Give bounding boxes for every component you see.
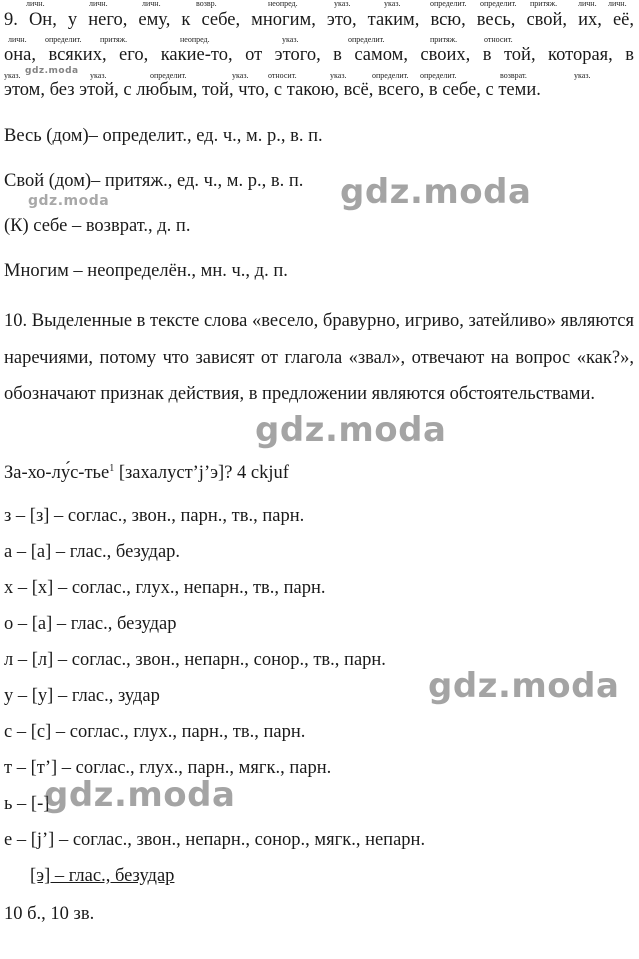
annotation: относит. — [484, 35, 513, 44]
task10-paragraph: 10. Выделенные в тексте слова «весело, бравурно, игриво, затейливо» являются наречиями, потому что зависят от глагола «звал», отвечают на вопрос «как?», обозначают признак действия, в предложении являются обстоятельствами. — [4, 311, 634, 404]
annotation: определит. — [480, 0, 517, 8]
word-transcription — [4, 458, 289, 484]
annotation: личн. — [8, 35, 27, 44]
watermark: gdz.moda — [340, 172, 532, 212]
phonetic-line: [э] – глас., безудар — [30, 866, 175, 886]
annotation: личн. — [608, 0, 627, 8]
parse-line: (К) себе – возврат., д. п. — [4, 216, 191, 236]
annotation: притяж. — [100, 35, 128, 44]
phonetic-line: е – [j’] – соглас., звон., непарн., сонор., мягк., непарн. — [4, 830, 426, 850]
annotation: личн. — [578, 0, 597, 8]
annotation: указ. — [282, 35, 299, 44]
task9-line-2: она, всяких, его, какие-то, от этого, в самом, своих, в той, которая, в — [4, 45, 634, 65]
annotation: указ. — [574, 71, 591, 80]
summary-line: 10 б., 10 зв. — [4, 904, 95, 924]
annotation: притяж. — [430, 35, 458, 44]
annotation: личн. — [89, 0, 108, 8]
phonetic-line: х – [х] – соглас., глух., непарн., тв., парн. — [4, 578, 326, 598]
phonetic-line: о – [а] – глас., безудар — [4, 614, 177, 634]
annotation: определит. — [348, 35, 385, 44]
annotation: указ. — [330, 71, 347, 80]
annotation: притяж. — [530, 0, 558, 8]
parse-line: Многим – неопределён., мн. ч., д. п. — [4, 261, 288, 281]
phonetic-line: а – [а] – глас., безудар. — [4, 542, 181, 562]
watermark: gdz.moda — [25, 66, 79, 76]
annotation: неопред. — [268, 0, 298, 8]
transcription: [захалуст’j’э]? 4 ckjuf — [118, 463, 289, 484]
phonetic-line: з – [з] – соглас., звон., парн., тв., парн. — [4, 506, 305, 526]
annotation: определит. — [150, 71, 187, 80]
phonetic-line: л – [л] – соглас., звон., непарн., сонор., тв., парн. — [4, 650, 386, 670]
annotation: неопред. — [180, 35, 210, 44]
task9-line-1: 9. Он, у него, ему, к себе, многим, это, таким, всю, весь, свой, их, её, — [4, 10, 634, 30]
annotation: личн. — [26, 0, 45, 8]
annotation: указ. — [90, 71, 107, 80]
syllable-split-word: За-хо-лу́с-тье — [4, 463, 110, 484]
task9-line-3: этом, без этой, с любым, той, что, с такою, всё, всего, в себе, с теми. — [4, 80, 541, 100]
phonetic-line: ь – [-] — [4, 794, 50, 814]
annotation: указ. — [384, 0, 401, 8]
watermark: gdz.moda — [428, 666, 620, 706]
annotation: возвр. — [196, 0, 217, 8]
watermark: gdz.moda — [255, 410, 447, 450]
parse-line: Весь (дом)– определит., ед. ч., м. р., в. п. — [4, 126, 323, 146]
annotation: определит. — [430, 0, 467, 8]
annotation: возврат. — [500, 71, 527, 80]
annotation: определит. — [372, 71, 409, 80]
annotation: определит. — [45, 35, 82, 44]
annotation: указ. — [232, 71, 249, 80]
footnote-mark: 1 — [109, 463, 115, 474]
watermark: gdz.moda — [44, 775, 236, 815]
watermark: gdz.moda — [28, 193, 110, 209]
phonetic-line: т – [т’] – соглас., глух., парн., мягк., парн. — [4, 758, 332, 778]
annotation: указ. — [4, 71, 21, 80]
annotation: личн. — [142, 0, 161, 8]
annotation-row-1 — [0, 0, 639, 9]
annotation: определит. — [420, 71, 457, 80]
phonetic-line: у – [у] – глас., зудар — [4, 686, 160, 706]
annotation: относит. — [268, 71, 297, 80]
parse-line: Свой (дом)– притяж., ед. ч., м. р., в. п. — [4, 171, 304, 191]
phonetic-line: с – [с] – соглас., глух., парн., тв., парн. — [4, 722, 306, 742]
annotation: указ. — [334, 0, 351, 8]
